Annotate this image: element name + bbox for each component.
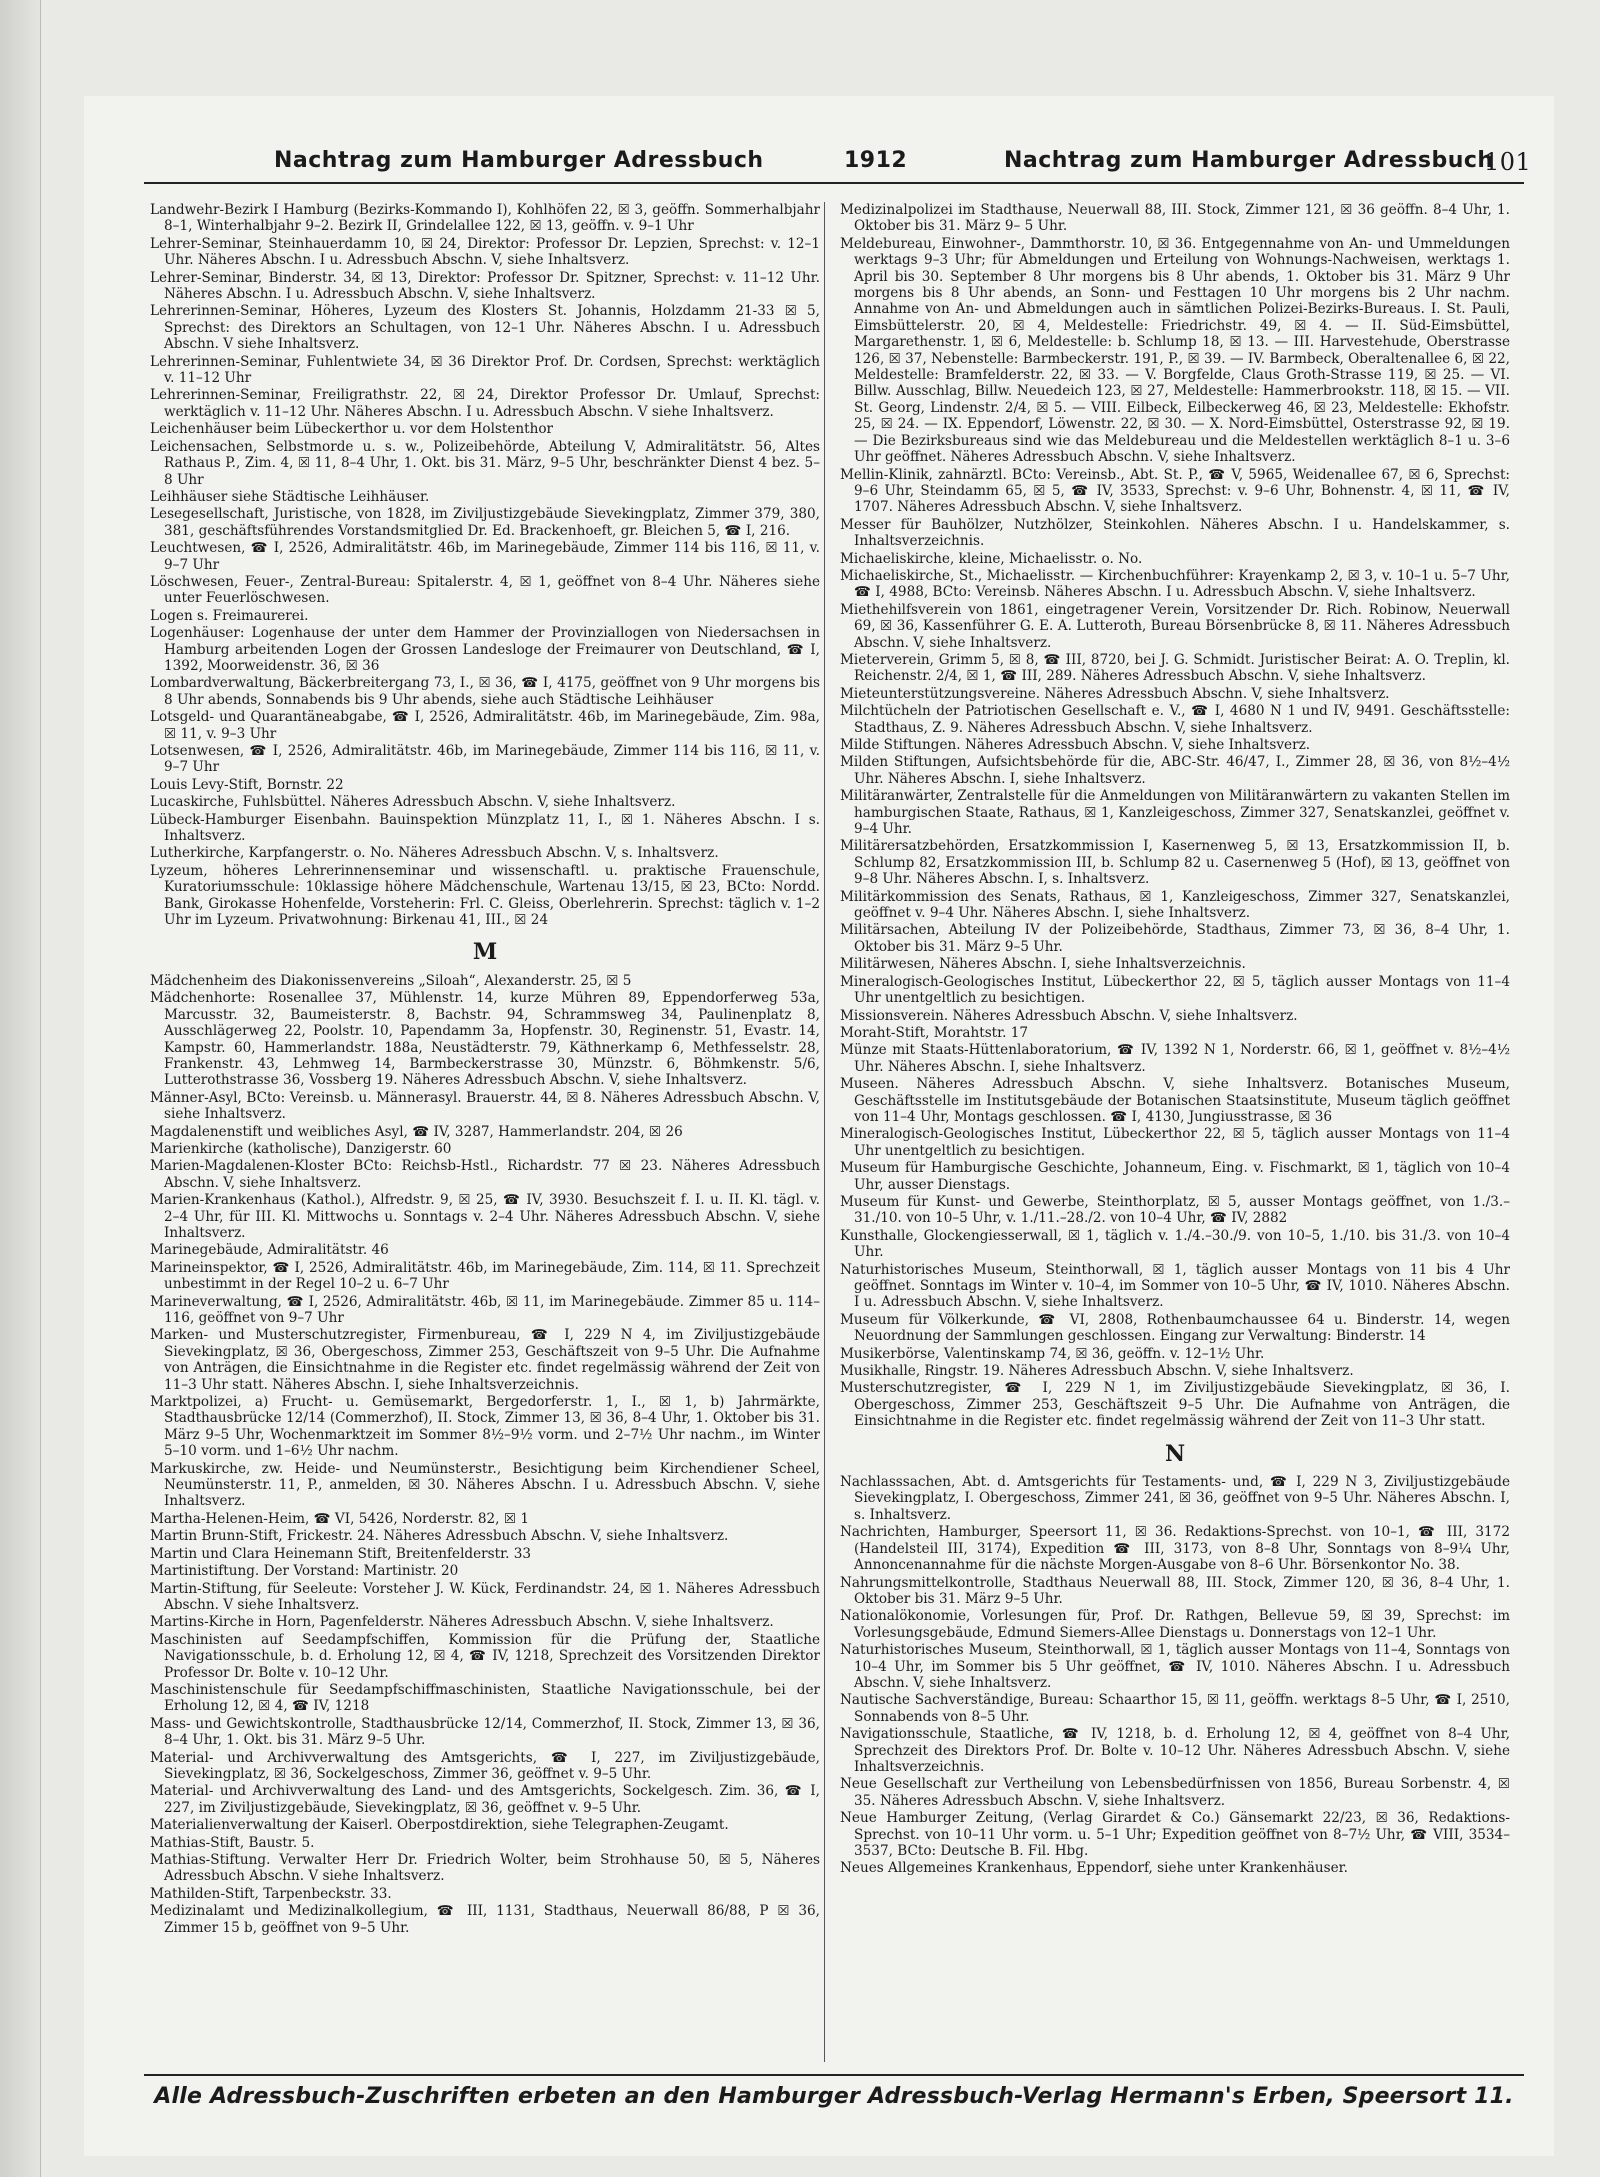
document-page bbox=[84, 96, 1554, 2156]
left-entries-before-m bbox=[150, 202, 820, 928]
directory-entry: Markuskirche, zw. Heide- und Neumünsterstr., Besichtigung beim Kirchendiener Scheel, Neumünsterstr. 11, P., anmelden, ☒ 30. Näheres Abschn. I u. Adressbuch Abschn. V, siehe Inhaltsverz. bbox=[150, 1460, 820, 1510]
directory-entry: Moraht-Stift, Morahtstr. 17 bbox=[840, 1024, 1029, 1041]
directory-entry: Martinistiftung. Der Vorstand: Martinistr. 20 bbox=[150, 1563, 459, 1580]
directory-entry: Lotsgeld- und Quarantäneabgabe, ☎ I, 2526, Admiralitätstr. 46b, im Marinegebäude, Zim. 98a, ☒ 11, v. 9–3 Uhr bbox=[150, 709, 820, 742]
directory-entry: Materialienverwaltung der Kaiserl. Oberpostdirektion, siehe Telegraphen-Zeugamt. bbox=[150, 1817, 729, 1834]
right-column bbox=[840, 202, 1510, 2062]
directory-entry: Martin-Stiftung, für Seeleute: Vorsteher J. W. Kück, Ferdinandstr. 24, ☒ 1. Näheres Adressbuch Abschn. V siehe Inhaltsverz. bbox=[150, 1580, 820, 1613]
page-number: 101 bbox=[1484, 148, 1532, 176]
directory-entry: Nachrichten, Hamburger, Speersort 11, ☒ 36. Redaktions-Sprechst. von 10–1, ☎ III, 3172 (Handelsteil III, 3174), Expedition ☎ III, 3173, von 8–8 Uhr, Sonntags von 8–9¼ Uhr, Annoncenannahme für die nächste Morgen-Ausgabe von 8–6 Uhr. Börsenkontor No. 38. bbox=[840, 1524, 1510, 1574]
directory-entry: Lehrerinnen-Seminar, Fuhlentwiete 34, ☒ 36 Direktor Prof. Dr. Cordsen, Sprechst: werktäglich v. 11–12 Uhr bbox=[150, 353, 820, 387]
directory-entry: Mineralogisch-Geologisches Institut, Lübeckerthor 22, ☒ 5, täglich ausser Montags von 11–4 Uhr unentgeltlich zu besichtigen. bbox=[840, 973, 1510, 1007]
directory-entry: Marktpolizei, a) Frucht- u. Gemüsemarkt, Bergedorferstr. 1, I., ☒ 1, b) Jahrmärkte, Stadthausbrücke 12/14 (Commerzhof), II. Stock, Zimmer 13, ☒ 36, 8–4 Uhr, 1. Oktober bis 31. März 9–5 Uhr, Wochenmarktzeit im Sommer 8½–9½ vorm. und 2–7½ Uhr nachm., im Winter 5–10 vorm. und 1–6½ Uhr nachm. bbox=[150, 1394, 820, 1460]
directory-entry: Museum für Hamburgische Geschichte, Johanneum, Eing. v. Fischmarkt, ☒ 1, täglich von 10–4 Uhr, ausser Dienstags. bbox=[840, 1160, 1510, 1193]
directory-entry: Medizinalpolizei im Stadthause, Neuerwall 88, III. Stock, Zimmer 121, ☒ 36 geöffn. 8–4 Uhr, 1. Oktober bis 31. März 9– 5 Uhr. bbox=[840, 202, 1510, 235]
directory-entry: Marken- und Musterschutzregister, Firmenbureau, ☎ I, 229 N 4, im Ziviljustizgebäude Sievekingplatz, ☒ 36, Obergeschoss, Zimmer 253, Geschäftszeit von 9–5 Uhr. Die Aufnahme von Anträgen, die Einsichtnahme in die Register etc. findet regelmässig während der Zeit von 11–3 Uhr statt. Näheres Abschn. I, siehe Inhaltsverzeichnis. bbox=[150, 1327, 820, 1393]
header-year: 1912 bbox=[844, 148, 908, 173]
directory-entry: Lombardverwaltung, Bäckerbreitergang 73, I., ☒ 36, ☎ I, 4175, geöffnet von 9 Uhr morgens bis 8 Uhr abends, Sonnabends bis 9 Uhr abends, siehe auch Städtische Leihhäuser bbox=[150, 675, 820, 708]
directory-entry: Mass- und Gewichtskontrolle, Stadthausbrücke 12/14, Commerzhof, II. Stock, Zimmer 13, ☒ 36, 8–4 Uhr, 1. Okt. bis 31. März 9–5 Uhr. bbox=[150, 1715, 820, 1749]
directory-entry: Lehrer-Seminar, Steinhauerdamm 10, ☒ 24, Direktor: Professor Dr. Lepzien, Sprechst: v. 12–1 Uhr. Näheres Abschn. I u. Adressbuch Abschn. V, siehe Inhaltsverz. bbox=[150, 235, 820, 269]
directory-entry: Logen s. Freimaurerei. bbox=[150, 607, 309, 624]
directory-entry: Milden Stiftungen, Aufsichtsbehörde für die, ABC-Str. 46/47, I., Zimmer 28, ☒ 36, von 8½–4½ Uhr. Näheres Abschn. I, siehe Inhaltsverz. bbox=[840, 754, 1510, 787]
directory-entry: Lucaskirche, Fuhlsbüttel. Näheres Adressbuch Abschn. V, siehe Inhaltsverz. bbox=[150, 794, 676, 811]
directory-entry: Nachlasssachen, Abt. d. Amtsgerichts für Testaments- und, ☎ I, 229 N 3, Ziviljustizgebäude Sievekingplatz, I. Obergeschoss, Zimmer 241, ☒ 36, geöffnet von 9–5 Uhr. Näheres Abschn. I, s. Inhaltsverz. bbox=[840, 1474, 1510, 1523]
directory-entry: Mieterverein, Grimm 5, ☒ 8, ☎ III, 8720, bei J. G. Schmidt. Juristischer Beirat: A. O. Treplin, kl. Reichenstr. 2/4, ☒ 1, ☎ III, 289. Näheres Adressbuch Abschn. V, siehe Inhaltsverz. bbox=[840, 651, 1510, 685]
header-left-title: Nachtrag zum Hamburger Adressbuch bbox=[274, 148, 764, 173]
directory-entry: Milchtücheln der Patriotischen Gesellschaft e. V., ☎ I, 4680 N 1 und IV, 9491. Geschäftsstelle: Stadthaus, Z. 9. Näheres Adressbuch Abschn. V, siehe Inhaltsverz. bbox=[840, 703, 1510, 736]
directory-entry: Leichensachen, Selbstmorde u. s. w., Polizeibehörde, Abteilung V, Admiralitätstr. 56, Altes Rathaus P., Zim. 4, ☒ 11, 8–4 Uhr, 1. Okt. bis 31. März, 9–5 Uhr, beschränkter Dienst 4 bez. 5–8 Uhr bbox=[150, 438, 820, 488]
directory-entry: Münze mit Staats-Hüttenlaboratorium, ☎ IV, 1392 N 1, Norderstr. 66, ☒ 1, geöffnet v. 8½–4½ Uhr. Näheres Abschn. I, siehe Inhaltsverz. bbox=[840, 1042, 1510, 1075]
directory-entry: Messer für Bauhölzer, Nutzhölzer, Steinkohlen. Näheres Abschn. I u. Handelskammer, s. Inhaltsverzeichnis. bbox=[840, 516, 1510, 550]
directory-entry: Landwehr-Bezirk I Hamburg (Bezirks-Kommando I), Kohlhöfen 22, ☒ 3, geöffn. Sommerhalbjahr 8–1, Winterhalbjahr 9–2. Bezirk II, Grindelallee 122, ☒ 13, geöffn. v. 9–1 Uhr bbox=[150, 202, 820, 235]
directory-entry: Miethehilfsverein von 1861, eingetragener Verein, Vorsitzender Dr. Rich. Robinow, Neuerwall 69, ☒ 36, Kassenführer G. E. A. Lutteroth, Bureau Börsenbrücke 8, ☒ 11. Näheres Adressbuch Abschn. V, siehe Inhaltsverz. bbox=[840, 601, 1510, 651]
directory-entry: Museen. Näheres Adressbuch Abschn. V, siehe Inhaltsverz. Botanisches Museum, Geschäftsstelle im Institutsgebäude der Botanischen Staatsinstitute, Museum täglich geöffnet von 11–4 Uhr, Montags geschlossen. ☎ I, 4130, Jungiusstrasse, ☒ 36 bbox=[840, 1076, 1510, 1125]
directory-entry: Lutherkirche, Karpfangerstr. o. No. Näheres Adressbuch Abschn. V, s. Inhaltsverz. bbox=[150, 845, 719, 862]
directory-entry: Maschinistenschule für Seedampfschiffmaschinisten, Staatliche Navigationsschule, bei der Erholung 12, ☒ 4, ☎ IV, 1218 bbox=[150, 1681, 820, 1715]
directory-entry: Material- und Archivverwaltung des Land- und des Amtsgerichts, Sockelgesch. Zim. 36, ☎ I, 227, im Ziviljustizgebäude, Sievekingplatz, ☒ 36, geöffnet v. 9–5 Uhr. bbox=[150, 1783, 820, 1816]
directory-entry: Lehrer-Seminar, Binderstr. 34, ☒ 13, Direktor: Professor Dr. Spitzner, Sprechst: v. 11–12 Uhr. Näheres Abschn. I u. Adressbuch Abschn. V, siehe Inhaltsverz. bbox=[150, 269, 820, 303]
column-divider bbox=[824, 202, 825, 2062]
directory-entry: Museum für Kunst- und Gewerbe, Steinthorplatz, ☒ 5, ausser Montags geöffnet, von 1./3.–31./10. von 10–5 Uhr, v. 1./11.–28./2. von 10–4 Uhr, ☎ IV, 2882 bbox=[840, 1193, 1510, 1227]
header-right-title: Nachtrag zum Hamburger Adressbuch bbox=[1004, 148, 1494, 173]
directory-entry: Maschinisten auf Seedampfschiffen, Kommission für die Prüfung der, Staatliche Navigationsschule, b. d. Erholung 12, ☒ 4, ☎ IV, 1218, Sprechzeit des Vorsitzenden Direktor Professor Dr. Bolte v. 10–12 Uhr. bbox=[150, 1631, 820, 1681]
running-header bbox=[144, 142, 1532, 184]
left-entries-after-m bbox=[150, 973, 820, 1936]
directory-entry: Neue Hamburger Zeitung, (Verlag Girardet & Co.) Gänsemarkt 22/23, ☒ 36, Redaktions-Sprechst. von 10–11 Uhr vorm. u. 5–1 Uhr; Expedition geöffnet von 8–7½ Uhr, ☎ VIII, 3534–3537, BCto: Deutsche B. Fil. Hbg. bbox=[840, 1810, 1510, 1859]
directory-entry: Nautische Sachverständige, Bureau: Schaarthor 15, ☒ 11, geöffn. werktags 8–5 Uhr, ☎ I, 2510, Sonnabends von 8–5 Uhr. bbox=[840, 1692, 1510, 1725]
directory-entry: Navigationsschule, Staatliche, ☎ IV, 1218, b. d. Erholung 12, ☒ 4, geöffnet von 8–4 Uhr, Sprechzeit des Direktors Prof. Dr. Bolte v. 10–12 Uhr. Näheres Adressbuch Abschn. V, siehe Inhaltsverzeichnis. bbox=[840, 1726, 1510, 1775]
directory-entry: Militäranwärter, Zentralstelle für die Anmeldungen von Militäranwärtern zu vakanten Stellen im hamburgischen Staate, Rathaus, ☒ 1, Kanzleigeschoss, Zimmer 327, Senatskanzlei, geöffnet v. 9–4 Uhr. bbox=[840, 788, 1510, 838]
directory-entry: Marineinspektor, ☎ I, 2526, Admiralitätstr. 46b, im Marinegebäude, Zim. 114, ☒ 11. Sprechzeit unbestimmt in der Regel 10–2 u. 6–7 Uhr bbox=[150, 1259, 820, 1293]
directory-entry: Mellin-Klinik, zahnärztl. BCto: Vereinsb., Abt. St. P., ☎ V, 5965, Weidenallee 67, ☒ 6, Sprechst: 9–6 Uhr, Steindamm 65, ☒ 5, ☎ IV, 3533, Sprechst: v. 9–6 Uhr, Bohnenstr. 4, ☒ 11, ☎ IV, 1707. Näheres Adressbuch Abschn. V, siehe Inhaltsverz. bbox=[840, 466, 1510, 516]
directory-entry: Leihhäuser siehe Städtische Leihhäuser. bbox=[150, 488, 430, 505]
directory-entry: Mieteunterstützungsvereine. Näheres Adressbuch Abschn. V, siehe Inhaltsverz. bbox=[840, 685, 1390, 702]
directory-entry: Marinegebäude, Admiralitätstr. 46 bbox=[150, 1242, 389, 1259]
directory-entry: Lesegesellschaft, Juristische, von 1828, im Ziviljustizgebäude Sievekingplatz, Zimmer 379, 380, 381, geschäftsführendes Vorstandsmitglied Dr. Ed. Brackenhoeft, gr. Bleichen 5, ☎ I, 216. bbox=[150, 506, 820, 539]
directory-entry: Mathias-Stiftung. Verwalter Herr Dr. Friedrich Wolter, beim Strohhause 50, ☒ 5, Näheres Adressbuch Abschn. V siehe Inhaltsverz. bbox=[150, 1852, 820, 1885]
adjacent-page-edge bbox=[0, 0, 41, 2177]
directory-entry: Milde Stiftungen. Näheres Adressbuch Abschn. V, siehe Inhaltsverz. bbox=[840, 737, 1311, 753]
directory-entry: Mathias-Stift, Baustr. 5. bbox=[150, 1834, 315, 1851]
directory-entry: Mädchenheim des Diakonissenvereins „Siloah“, Alexanderstr. 25, ☒ 5 bbox=[150, 972, 632, 989]
directory-entry: Männer-Asyl, BCto: Vereinsb. u. Männerasyl. Brauerstr. 44, ☒ 8. Näheres Adressbuch Abschn. V, siehe Inhaltsverz. bbox=[150, 1089, 820, 1123]
directory-entry: Naturhistorisches Museum, Steinthorwall, ☒ 1, täglich ausser Montags von 11–4, Sonntags von 10–4 Uhr, im Sommer bis 5 Uhr geöffnet, ☎ IV, 1010. Näheres Abschn. I u. Adressbuch Abschn. V, siehe Inhaltsverz. bbox=[840, 1642, 1510, 1691]
directory-entry: Musterschutzregister, ☎ I, 229 N 1, im Ziviljustizgebäude Sievekingplatz, ☒ 36, I. Obergeschoss, Zimmer 253, Geschäftszeit 9–5 Uhr. Die Aufnahme von Anträgen, die Einsichtnahme in die Register etc. findet regelmässig während der Zeit von 11–3 Uhr statt. bbox=[840, 1380, 1510, 1430]
directory-entry: Michaeliskirche, kleine, Michaelisstr. o. No. bbox=[840, 550, 1143, 567]
directory-entry: Louis Levy-Stift, Bornstr. 22 bbox=[150, 776, 344, 793]
directory-entry: Neue Gesellschaft zur Vertheilung von Lebensbedürfnissen von 1856, Bureau Sorbenstr. 4, ☒ 35. Näheres Adressbuch Abschn. V, siehe Inhaltsverz. bbox=[840, 1776, 1510, 1809]
directory-entry: Magdalenenstift und weibliches Asyl, ☎ IV, 3287, Hammerlandstr. 204, ☒ 26 bbox=[150, 1123, 683, 1140]
directory-entry: Medizinalamt und Medizinalkollegium, ☎ III, 1131, Stadthaus, Neuerwall 86/88, P ☒ 36, Zimmer 15 b, geöffnet von 9–5 Uhr. bbox=[150, 1903, 820, 1936]
directory-entry: Mädchenhorte: Rosenallee 37, Mühlenstr. 14, kurze Mühren 89, Eppendorferweg 53a, Marcusstr. 32, Baumeisterstr. 8, Bachstr. 94, Schrammsweg 34, Paulinenplatz 8, Ausschlägerweg 22, Poolstr. 10, Papendamm 3a, Hopfenstr. 30, Reginenstr. 51, Evastr. 14, Kampstr. 60, Hammerlandstr. 188a, Neustädterstr. 79, Käthnerkamp 6, Methfesselstr. 28, Frankenstr. 43, Lehmweg 14, Barmbeckerstrasse 30, Münzstr. 6, Böhmkenstr. 5/6, Lutterothstrasse 36, Vossberg 19. Näheres Adressbuch Abschn. V, siehe Inhaltsverz. bbox=[150, 990, 820, 1089]
right-entries-before-n bbox=[840, 202, 1510, 1430]
directory-entry: Missionsverein. Näheres Adressbuch Abschn. V, siehe Inhaltsverz. bbox=[840, 1007, 1298, 1024]
directory-entry: Marien-Krankenhaus (Kathol.), Alfredstr. 9, ☒ 25, ☎ IV, 3930. Besuchszeit f. I. u. II. Kl. tägl. v. 2–4 Uhr, für III. Kl. Mittwochs u. Sonntags v. 2–4 Uhr. Näheres Adressbuch Abschn. V, siehe Inhaltsverz. bbox=[150, 1192, 820, 1241]
directory-entry: Musikhalle, Ringstr. 19. Näheres Adressbuch Abschn. V, siehe Inhaltsverz. bbox=[840, 1363, 1354, 1380]
directory-entry: Leuchtwesen, ☎ I, 2526, Admiralitätstr. 46b, im Marinegebäude, Zimmer 114 bis 116, ☒ 11, v. 9–7 Uhr bbox=[150, 540, 820, 573]
directory-entry: Martha-Helenen-Heim, ☎ VI, 5426, Norderstr. 82, ☒ 1 bbox=[150, 1510, 529, 1527]
directory-entry: Militärwesen, Näheres Abschn. I, siehe Inhaltsverzeichnis. bbox=[840, 956, 1246, 973]
directory-entry: Material- und Archivverwaltung des Amtsgerichts, ☎ I, 227, im Ziviljustizgebäude, Sievekingplatz, ☒ 36, Sockelgeschoss, Zimmer 36, geöffnet v. 9–5 Uhr. bbox=[150, 1749, 820, 1782]
directory-entry: Leichenhäuser beim Lübeckerthor u. vor dem Holstenthor bbox=[150, 421, 554, 438]
directory-entry: Lyzeum, höheres Lehrerinnenseminar und wissenschaftl. u. praktische Frauenschule, Kuratoriumsschule: 10klassige höhere Mädchenschule, Wartenau 13/15, ☒ 23, BCto: Nordd. Bank, Girokasse Hohenfelde, Vorsteherin: Frl. C. Gleiss, Oberlehrerin. Sprechst: täglich v. 1–2 Uhr im Lyzeum. Privatwohnung: Birkenau 41, III., ☒ 24 bbox=[150, 862, 820, 929]
left-column bbox=[150, 202, 820, 2062]
directory-entry: Marineverwaltung, ☎ I, 2526, Admiralitätstr. 46b, ☒ 11, im Marinegebäude. Zimmer 85 u. 114–116, geöffnet von 9–7 Uhr bbox=[150, 1293, 820, 1326]
directory-entry: Meldebureau, Einwohner-, Dammthorstr. 10, ☒ 36. Entgegennahme von An- und Ummeldungen werktags 9–3 Uhr; für Abmeldungen und Erteilung von Wohnungs-Nachweisen, werktags 1. April bis 30. September 8 Uhr morgens bis 8 Uhr abends, 1. Oktober bis 31. März 9 Uhr morgens bis 8 Uhr abends, an Sonn- und Festtagen 10 Uhr morgens bis 2 Uhr nachm. Annahme von An- und Abmeldungen auch in sämtlichen Polizei-Bezirks-Bureaus. I. St. Pauli, Eimsbüttelerstr. 20, ☒ 4, Meldestelle: Friedrichstr. 49, ☒ 4. — II. Süd-Eimsbüttel, Margarethenstr. 1, ☒ 6, Meldestelle: b. Schlump 18, ☒ 13. — III. Harvestehude, Oberstrasse 126, ☒ 37, Nebenstelle: Barmbeckerstr. 191, P., ☒ 39. — IV. Barmbeck, Oberaltenallee 6, ☒ 22, Meldestelle: Bramfelderstr. 22, ☒ 33. — V. Borgfelde, Claus Groth-Strasse 119, ☒ 25. — VI. Billw. Ausschlag, Billw. Neuedeich 123, ☒ 27, Meldestelle: Hammerbrookstr. 118, ☒ 15. — VII. St. Georg, Lindenstr. 2/4, ☒ 5. — VIII. Eilbeck, Eilbeckerweg 46, ☒ 23, Meldestelle: Ekhofstr. 25, ☒ 24. — IX. Eppendorf, Löwenstr. 22, ☒ 30. — X. Nord-Eimsbüttel, Osterstrasse 92, ☒ 19. — Die Bezirksbureaus sind wie das Meldebureau und die Meldestellen werktäglich 8–1 u. 3–6 Uhr geöffnet. Näheres Adressbuch Abschn. V, siehe Inhaltsverz. bbox=[840, 235, 1510, 466]
directory-entry: Löschwesen, Feuer-, Zentral-Bureau: Spitalerstr. 4, ☒ 1, geöffnet von 8–4 Uhr. Näheres siehe unter Feuerlöschwesen. bbox=[150, 573, 820, 607]
directory-entry: Martin und Clara Heinemann Stift, Breitenfelderstr. 33 bbox=[150, 1545, 532, 1562]
directory-entry: Mathilden-Stift, Tarpenbeckstr. 33. bbox=[150, 1885, 392, 1902]
directory-entry: Mineralogisch-Geologisches Institut, Lübeckerthor 22, ☒ 5, täglich ausser Montags von 11–4 Uhr unentgeltlich zu besichtigen. bbox=[840, 1126, 1510, 1159]
right-entries-after-n bbox=[840, 1474, 1510, 1877]
directory-entry: Militärsachen, Abteilung IV der Polizeibehörde, Stadthaus, Zimmer 73, ☒ 36, 8–4 Uhr, 1. Oktober bis 31. März 9–5 Uhr. bbox=[840, 922, 1510, 955]
directory-entry: Lotsenwesen, ☎ I, 2526, Admiralitätstr. 46b, im Marinegebäude, Zimmer 114 bis 116, ☒ 11, v. 9–7 Uhr bbox=[150, 743, 820, 776]
directory-entry: Marienkirche (katholische), Danzigerstr. 60 bbox=[150, 1140, 452, 1157]
directory-entry: Naturhistorisches Museum, Steinthorwall, ☒ 1, täglich ausser Montags von 11 bis 4 Uhr geöffnet. Sonntags im Winter v. 10–4, im Sommer von 10–5 Uhr, ☎ IV, 1010. Näheres Abschn. I u. Adressbuch Abschn. V, siehe Inhaltsverz. bbox=[840, 1261, 1510, 1311]
directory-entry: Michaeliskirche, St., Michaelisstr. — Kirchenbuchführer: Krayenkamp 2, ☒ 3, v. 10–1 u. 5–7 Uhr, ☎ I, 4988, BCto: Vereinsb. Näheres Abschn. I u. Adressbuch Abschn. V, siehe Inhaltsverz. bbox=[840, 567, 1510, 601]
directory-entry: Neues Allgemeines Krankenhaus, Eppendorf, siehe unter Krankenhäuser. bbox=[840, 1860, 1348, 1877]
directory-entry: Museum für Völkerkunde, ☎ VI, 2808, Rothenbaumchaussee 64 u. Binderstr. 14, wegen Neuordnung der Sammlungen geschlossen. Eingang zur Verwaltung: Binderstr. 14 bbox=[840, 1311, 1510, 1345]
directory-entry: Martin Brunn-Stift, Frickestr. 24. Näheres Adressbuch Abschn. V, siehe Inhaltsverz. bbox=[150, 1528, 729, 1545]
directory-entry: Logenhäuser: Logenhause der unter dem Hammer der Provinziallogen von Niedersachsen in Hamburg arbeitenden Logen der Grossen Landesloge der Freimaurer von Deutschland, ☎ I, 1392, Moorweidenstr. 36, ☒ 36 bbox=[150, 625, 820, 674]
directory-entry: Marien-Magdalenen-Kloster BCto: Reichsb-Hstl., Richardstr. 77 ☒ 23. Näheres Adressbuch Abschn. V, siehe Inhaltsverz. bbox=[150, 1158, 820, 1191]
directory-entry: Lehrerinnen-Seminar, Freiligrathstr. 22, ☒ 24, Direktor Professor Dr. Umlauf, Sprechst: werktäglich v. 11–12 Uhr. Näheres Abschn. I u. Adressbuch Abschn. V siehe Inhaltsverz. bbox=[150, 387, 820, 420]
directory-entry: Kunsthalle, Glockengiesserwall, ☒ 1, täglich v. 1./4.–30./9. von 10–5, 1./10. bis 31./3. von 10–4 Uhr. bbox=[840, 1227, 1510, 1261]
directory-entry: Martins-Kirche in Horn, Pagenfelderstr. Näheres Adressbuch Abschn. V, siehe Inhaltsverz. bbox=[150, 1614, 774, 1631]
directory-entry: Lehrerinnen-Seminar, Höheres, Lyzeum des Klosters St. Johannis, Holzdamm 21-33 ☒ 5, Sprechst: des Direktors an Schultagen, von 12–1 Uhr. Näheres Abschn. I u. Adressbuch Abschn. V siehe Inhaltsverz. bbox=[150, 303, 820, 353]
section-heading-m: M bbox=[472, 939, 498, 966]
directory-entry: Musikerbörse, Valentinskamp 74, ☒ 36, geöffn. v. 12–1½ Uhr. bbox=[840, 1345, 1265, 1362]
section-heading-n: N bbox=[1164, 1440, 1186, 1467]
directory-entry: Lübeck-Hamburger Eisenbahn. Bauinspektion Münzplatz 11, I., ☒ 1. Näheres Abschn. I s. Inhaltsverz. bbox=[150, 811, 820, 845]
directory-entry: Militärkommission des Senats, Rathaus, ☒ 1, Kanzleigeschoss, Zimmer 327, Senatskanzlei, geöffnet v. 9–4 Uhr. Näheres Abschn. I, siehe Inhaltsverz. bbox=[840, 888, 1510, 922]
directory-entry: Nationalökonomie, Vorlesungen für, Prof. Dr. Rathgen, Bellevue 59, ☒ 39, Sprechst: im Vorlesungsgebäude, Edmund Siemers-Allee Dienstags u. Donnerstags von 12–1 Uhr. bbox=[840, 1608, 1510, 1641]
publisher-footer: Alle Adressbuch-Zuschriften erbeten an den Hamburger Adressbuch-Verlag Hermann's Erben, Speersort 11. bbox=[144, 2074, 1524, 2109]
directory-entry: Nahrungsmittelkontrolle, Stadthaus Neuerwall 88, III. Stock, Zimmer 120, ☒ 36, 8–4 Uhr, 1. Oktober bis 31. März 9–5 Uhr. bbox=[840, 1574, 1510, 1607]
directory-entry: Militärersatzbehörden, Ersatzkommission I, Kasernenweg 5, ☒ 13, Ersatzkommission II, b. Schlump 82, Ersatzkommission III, b. Schlump 82 u. Casernenweg 5 (Hof), ☒ 13, geöffnet von 9–8 Uhr. Näheres Abschn. I, s. Inhaltsverz. bbox=[840, 838, 1510, 888]
